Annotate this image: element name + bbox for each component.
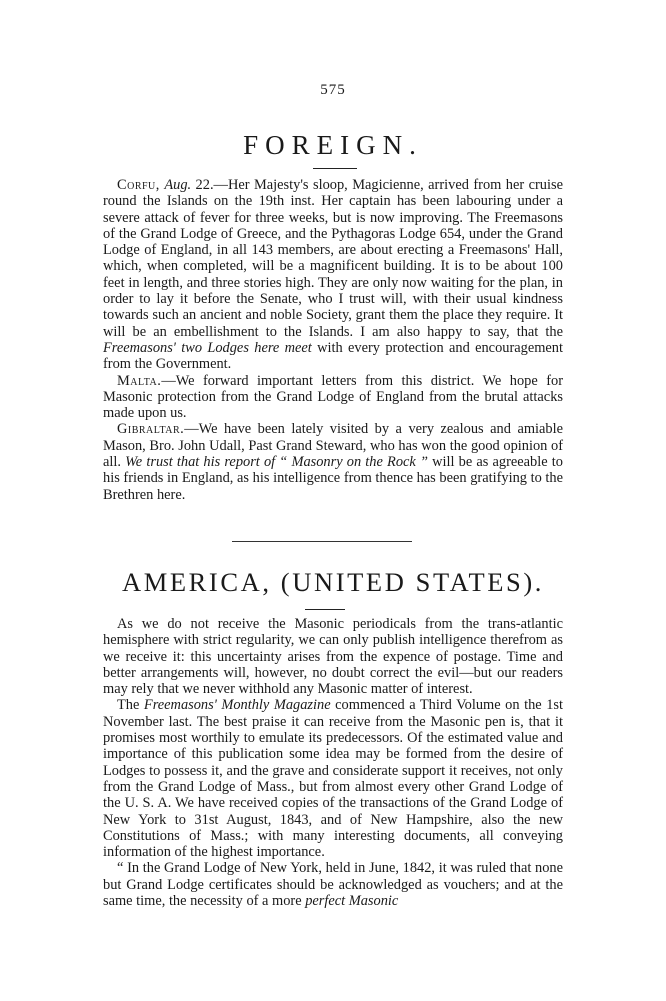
magazine-paragraph	[103, 697, 563, 860]
paragraph-text: —We forward important letters from this district. We hope for Masonic protection from the Grand Lodge of England from the brutal attacks made upon us.	[103, 372, 563, 422]
new-york-paragraph	[103, 860, 563, 909]
place-name: Gibraltar.	[117, 421, 185, 438]
place-name: Malta.	[117, 372, 162, 389]
title-rule	[305, 609, 345, 610]
america-section-body	[103, 616, 563, 909]
paragraph-text: —We have been lately visited by a very zealous and amiable Mason, Bro. John Udall, Past Grand Steward, who has won the good opinion of all.	[103, 421, 563, 471]
title-rule	[313, 168, 357, 169]
paragraph-text: “ In the Grand Lodge of New York, held in June, 1842, it was ruled that none but Grand Lodge certificates should be acknowledged as vouchers; and at the same time, the necessity of a more	[103, 860, 563, 910]
paragraph-text: with every protection and encouragement from the Government.	[103, 339, 563, 373]
page-number: 575	[320, 82, 346, 98]
italic-text: perfect Masonic	[305, 893, 399, 910]
section-title-america: AMERICA, (UNITED STATES).	[121, 567, 545, 597]
section-title-foreign: FOREIGN.	[243, 130, 423, 160]
section-divider	[232, 541, 412, 542]
paragraph-text: will be as agreeable to his friends in England, as his intelligence from thence has been gratifying to the Brethren here.	[103, 454, 563, 503]
place-name: Corfu,	[117, 177, 160, 193]
paragraph-text: The	[117, 697, 144, 714]
paragraph-text: commenced a Third Volume on the 1st November last. The best praise it can receive from the Masonic pen is, that it promises most worthily to emulate its predecessors. Of the estimated value and importance of this publication some idea may be formed from the desire of Lodges to possess it, and the grave and considerate support it receives, not only from the Grand Lodge of Mass., but from almost every other Grand Lodge of the U. S. A. We have received copies of the transactions of the Grand Lodge of New York to 31st August, 1843, and of New Hampshire, also the new Constitutions of Mass.; with many interesting documents, all conveying information of the highest importance.	[103, 697, 563, 861]
italic-text: Freemasons' Monthly Magazine	[143, 697, 331, 714]
corfu-paragraph	[103, 177, 563, 373]
gibraltar-paragraph	[103, 421, 563, 502]
periodicals-paragraph: As we do not receive the Masonic periodicals from the trans-atlantic hemisphere with strict regularity, we can only publish intelligence therefrom as we receive it: this uncertainty arises from the expence of postage. Time and better arrangements will, however, no doubt correct the evil—but our readers may rely that we never withhold any Masonic matter of interest.	[103, 616, 563, 698]
italic-text: Freemasons' two Lodges here meet	[103, 339, 312, 356]
date-text: Aug.	[164, 177, 192, 193]
italic-text: We trust that his report of “ Masonry on the Rock ”	[125, 454, 428, 471]
malta-paragraph	[103, 373, 563, 422]
foreign-section-body	[103, 177, 563, 503]
paragraph-text: 22.—Her Majesty's sloop, Magicienne, arrived from her cruise round the Islands on the 19th inst. Her captain has been labouring under a severe attack of fever for three weeks, but is now improving. The Freemasons of the Grand Lodge of Greece, and the Pythagoras Lodge 654, under the Grand Lodge of England, in all 143 members, are about erecting a Freemasons' Hall, which, when completed, will be a magnificent building. It is to be about 100 feet in length, and three stories high. They are only now waiting for the plan, in order to lay it before the Senate, who I trust will, with their usual kindness towards such an ancient and noble Society, grant them the place they require. It will be an embellishment to the Islands. I am also happy to say, that the	[103, 177, 563, 340]
